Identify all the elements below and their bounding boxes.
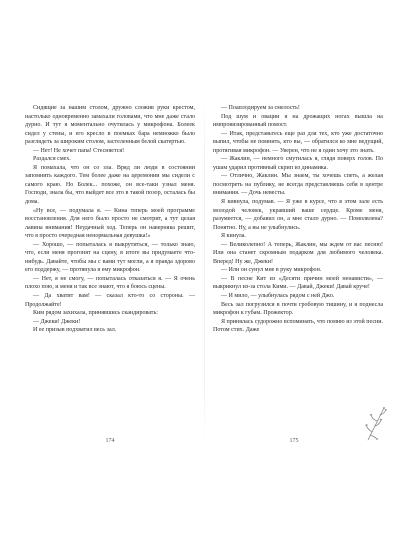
paragraph: — Хорошо, — попыталась я выкрутиться, — только знаю, что, если меня прогонят на сцену, в итоге вы придумаете что-нибудь. Давайте, чтобы мы с вами тут могли, а я правда здорово его поддержу, — протянула я ему микрофон.: [25, 241, 195, 274]
page-gutter: [204, 95, 205, 447]
paragraph: — Да хватит вам! — сказал кто-то со стороны. — Продолжайте!: [25, 293, 195, 308]
right-page-number: 175: [289, 438, 299, 444]
paragraph: Раздался смех.: [33, 156, 71, 163]
paragraph: — В песне Кит из «Десяти причин моей ненависти», — выкрикнул из-за стола Кими. — Давай, Джеки! Давай круче!: [213, 275, 383, 291]
right-page-text: [213, 104, 383, 434]
paragraph: — Или он сунул мне в руку микрофон.: [221, 267, 322, 274]
paragraph: — Нет! Не хочет папа! Стесняется!: [33, 147, 125, 154]
paragraph: Я кивнула, подумав. — Я уже в курсе, что в этом зале есть молодой человек, укравший ваше сердце. Кроме меня, разумеется, — добавил он, а мне стало дурно. — Помолвлена? Понятно. Ну, а вы не улыбнулись.: [213, 199, 383, 231]
paragraph: — Нет, я не смогу, — попыталась отказаться я. — Я очень плохо пою, и меня и так все знают, что я боюсь сцены.: [25, 275, 195, 291]
paragraph: — Жаклин, — немного смутилась я, глядя поверх голов. По ушам ударил противный скрип из динамика.: [213, 156, 383, 171]
paragraph: — Великолепно! А теперь, Жаклин, мы ждем от вас песню! Или она станет скромным подарком для любимого человека. Вперед! Ну же, Джеки!: [213, 241, 383, 265]
left-page-text: [25, 104, 195, 434]
paragraph: — Отлично, Жаклин. Мы знаем, ты хочешь спеть, а желая посмотреть на публику, не всегда представляешь себя в центре внимания. — Дочь невесты.: [213, 173, 383, 197]
floral-ornament-icon: [364, 404, 388, 442]
left-page-number: 174: [105, 438, 115, 444]
paragraph: Я принялась судорожно вспоминать, что помню из этой песни. Потом стих. Даже: [213, 318, 383, 334]
paragraph: Я кинула.: [221, 233, 246, 240]
paragraph: Сидящие за нашим столом, дружно сложив руки крестом, настолько одновременно замахали головами, что мне даже стало дурно. И тут я моментально очутилась у микрофона. Болеек сидел у стены, и его кресло в поемках бара немножко было разглядеть за широким столом, застеленным белой скатертью.: [25, 105, 195, 146]
paragraph: — И мило, — улыбнулась рядом с ней Джо.: [221, 293, 335, 300]
paragraph: — Джеки! Джеки!: [33, 318, 81, 325]
paragraph: Весь зал погрузился в почти гробовую тишину, и я поднесла микрофон к губам. Прожектор.: [213, 301, 383, 317]
paragraph: Под шум и овации я на дрожащих ногах вышла на импровизированный помост.: [213, 113, 383, 129]
paragraph: Я помахала, что он со зла. Вряд ли люди в состоянии запомнить каждого. Тем более даже на церемонии мы сидели с самого краю. Но Болек... похоже, он все-таки узнал меня. Господи, знала бы, что выйдет все это в такой позор, осталась бы дома.: [25, 164, 195, 206]
paragraph: Ким рядом захихала, принявшись скандировать:: [33, 310, 158, 317]
paragraph: — Итак, представьтесь еще раз для тех, кто уже достаточно выпил, чтобы не помнить, кто вы, — обратился ко мне ведущий, протягивая микрофон. — Уверен, что не я один хочу это знать.: [213, 130, 383, 154]
paragraph: — Поаплодируем за смелость!: [221, 105, 300, 111]
paragraph: «Ну все, — подумала я. — Кина теперь моей программе восстановления. Для него было просто не смотрит, а тут целая лавина внимания! Неудачный ход. Теперь он наверняка решит, что я просто очередная ненормальная девушка!»: [25, 207, 195, 240]
paragraph: И ее призыв подхватил весь зал.: [33, 327, 117, 334]
